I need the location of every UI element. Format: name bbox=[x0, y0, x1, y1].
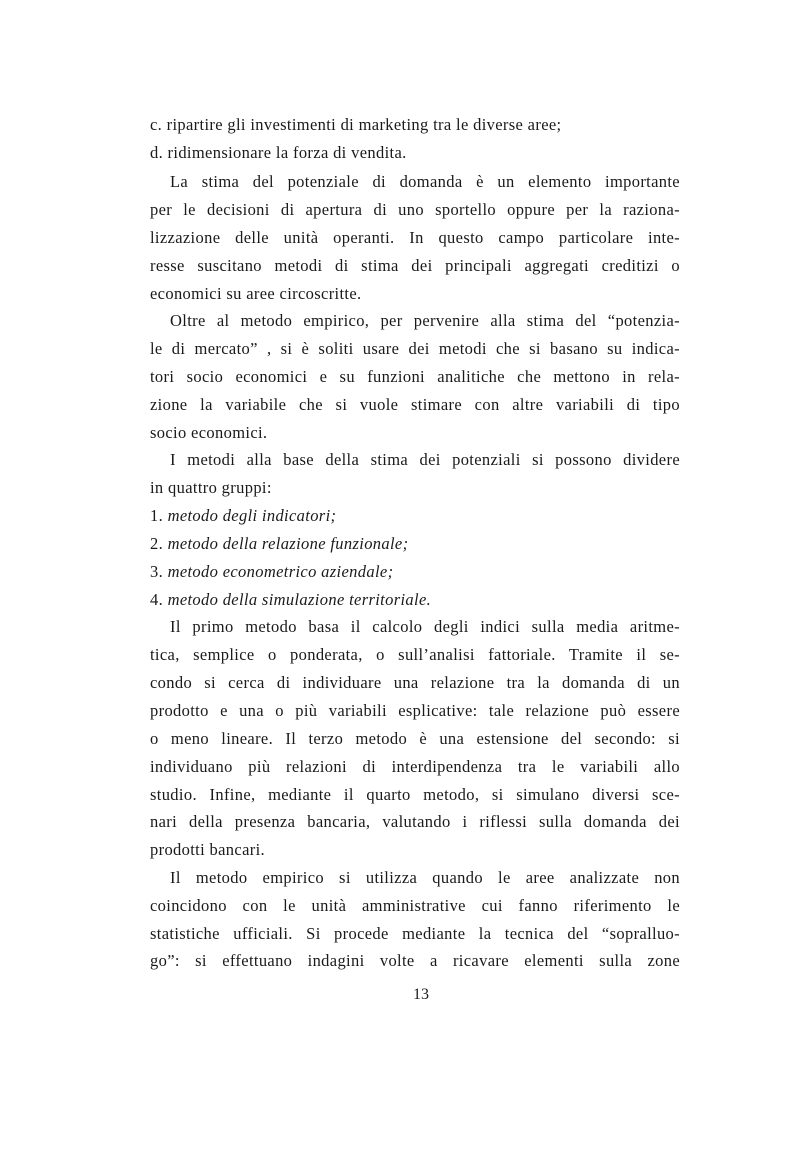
paragraph-line: La stima del potenziale di domanda è un elemento importante bbox=[170, 172, 680, 191]
method-list-item bbox=[150, 506, 680, 526]
paragraph-line: zione la variabile che si vuole stimare con altre variabili di tipo bbox=[150, 395, 680, 414]
method-list-item bbox=[150, 590, 680, 610]
method-number: 4. bbox=[150, 590, 164, 609]
method-list-item bbox=[150, 562, 680, 582]
method-number: 3. bbox=[150, 562, 164, 581]
paragraph-line: prodotti bancari. bbox=[150, 840, 265, 859]
paragraph-line: tica, semplice o ponderata, o sull’analisi fattoriale. Tramite il se- bbox=[150, 645, 680, 664]
paragraph-line: tori socio economici e su funzioni analitiche che mettono in rela- bbox=[150, 367, 680, 386]
paragraph-line: condo si cerca di individuare una relazione tra la domanda di un bbox=[150, 673, 680, 692]
method-list-item bbox=[150, 534, 680, 554]
paragraph-line: prodotto e una o più variabili esplicative: tale relazione può essere bbox=[150, 701, 680, 720]
method-number: 1. bbox=[150, 506, 164, 525]
method-name: metodo econometrico aziendale; bbox=[167, 562, 394, 581]
paragraph-line: socio economici. bbox=[150, 423, 268, 442]
paragraph-line: nari della presenza bancaria, valutando i riflessi sulla domanda dei bbox=[150, 812, 680, 831]
paragraph-line: I metodi alla base della stima dei potenziali si possono dividere bbox=[170, 450, 680, 469]
paragraph-line: Oltre al metodo empirico, per pervenire alla stima del “potenzia- bbox=[170, 311, 680, 330]
page-number: 13 bbox=[413, 986, 429, 1003]
paragraph-line: o meno lineare. Il terzo metodo è una estensione del secondo: si bbox=[150, 729, 680, 748]
paragraph-line: individuano più relazioni di interdipendenza tra le variabili allo bbox=[150, 757, 680, 776]
paragraph-line: per le decisioni di apertura di uno sportello oppure per la raziona- bbox=[150, 200, 680, 219]
paragraph-line: in quattro gruppi: bbox=[150, 478, 272, 497]
paragraph-line: Il metodo empirico si utilizza quando le aree analizzate non bbox=[170, 868, 680, 887]
list-item-d: d. ridimensionare la forza di vendita. bbox=[150, 143, 407, 162]
paragraph-line: lizzazione delle unità operanti. In questo campo particolare inte- bbox=[150, 228, 680, 247]
method-name: metodo della simulazione territoriale. bbox=[167, 590, 432, 609]
paragraph-line: resse suscitano metodi di stima dei principali aggregati creditizi o bbox=[150, 256, 680, 275]
paragraph-line: statistiche ufficiali. Si procede mediante la tecnica del “sopralluo- bbox=[150, 924, 680, 943]
method-name: metodo della relazione funzionale; bbox=[167, 534, 409, 553]
method-number: 2. bbox=[150, 534, 164, 553]
paragraph-line: Il primo metodo basa il calcolo degli indici sulla media aritme- bbox=[170, 617, 680, 636]
paragraph-line: go”: si effettuano indagini volte a ricavare elementi sulla zone bbox=[150, 951, 680, 970]
paragraph-line: le di mercato” , si è soliti usare dei metodi che si basano su indica- bbox=[150, 339, 680, 358]
paragraph-line: economici su aree circoscritte. bbox=[150, 284, 362, 303]
paragraph-line: coincidono con le unità amministrative cui fanno riferimento le bbox=[150, 896, 680, 915]
method-name: metodo degli indicatori; bbox=[167, 506, 337, 525]
paragraph-line: studio. Infine, mediante il quarto metodo, si simulano diversi sce- bbox=[150, 785, 680, 804]
list-item-c: c. ripartire gli investimenti di marketing tra le diverse aree; bbox=[150, 115, 562, 134]
